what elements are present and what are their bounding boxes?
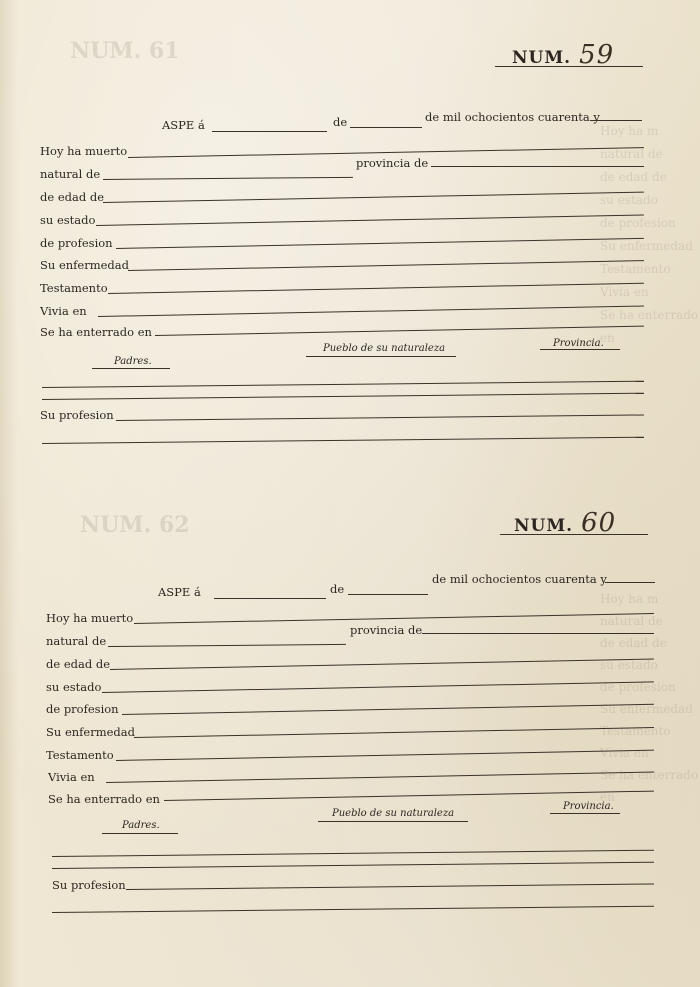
vivia-line <box>106 771 654 783</box>
closing-line <box>52 906 654 913</box>
padres-underline <box>92 368 170 369</box>
natural-label: natural de <box>40 167 101 181</box>
bleed-through-mark: Hoy ha m natural de de edad de su estado de profesion Su enfermedad Testamento Vivia en Se ha enterrado en <box>600 124 699 345</box>
month-line <box>350 127 422 128</box>
estado-line <box>102 681 654 693</box>
pueblo-label: Pueblo de su naturaleza <box>332 808 455 819</box>
natural-line <box>103 177 353 180</box>
edad-line <box>110 659 654 670</box>
bleed-through-mark: NUM. 61 <box>70 38 180 64</box>
enterrado-label: Se ha enterrado en <box>40 325 152 339</box>
provincia-label: provincia de <box>356 156 429 170</box>
testamento-label: Testamento <box>46 748 114 762</box>
num-value: 60 <box>581 508 617 538</box>
provincia-col-label: Provincia. <box>553 338 604 349</box>
su-profesion-label: Su profesion <box>52 878 126 892</box>
year-line <box>605 582 655 583</box>
day-line <box>212 131 327 132</box>
edad-label: de edad de <box>40 190 105 204</box>
num-underline <box>495 66 643 67</box>
edad-label: de edad de <box>46 657 111 671</box>
estado-label: su estado <box>46 680 102 694</box>
vivia-line <box>98 306 644 317</box>
enterrado-line <box>155 326 644 336</box>
padres-label: Padres. <box>122 820 160 831</box>
enfermedad-label: Su enfermedad <box>40 258 130 272</box>
su-profesion-line <box>116 414 644 421</box>
testamento-line <box>116 750 654 761</box>
bleed-through-mark: NUM. 62 <box>80 512 190 538</box>
estado-label: su estado <box>40 213 96 227</box>
padres-underline <box>102 833 178 834</box>
padres-line-1 <box>42 381 644 388</box>
pueblo-underline <box>318 821 468 822</box>
edad-line <box>103 192 644 203</box>
bleed-through-mark: Hoy ha m natural de de edad de su estado de profesion Su enfermedad Testamento Vivia en Se ha enterrado en <box>600 592 699 804</box>
closing-line <box>42 437 644 444</box>
provincia-line <box>431 166 644 167</box>
enfermedad-label: Su enfermedad <box>46 725 136 739</box>
day-line <box>214 598 326 599</box>
provincia-label: provincia de <box>350 623 423 637</box>
padres-line-2 <box>42 393 644 400</box>
pueblo-underline <box>306 356 456 357</box>
profesion-line <box>122 704 654 715</box>
year-line <box>590 120 642 121</box>
year-label: de mil ochocientos cuarenta y <box>432 572 607 586</box>
padres-line-2 <box>52 862 654 869</box>
enterrado-line <box>164 791 654 801</box>
profesion-label: de profesion <box>40 236 113 250</box>
num-label: NUM. <box>514 516 574 536</box>
su-profesion-label: Su profesion <box>40 408 114 422</box>
pueblo-label: Pueblo de su naturaleza <box>323 343 446 354</box>
testamento-label: Testamento <box>40 281 108 295</box>
hoy-label: Hoy ha muerto <box>40 144 128 158</box>
provincia-line <box>422 633 654 634</box>
month-line <box>348 594 428 595</box>
natural-line <box>108 644 346 647</box>
enfermedad-line <box>128 260 644 271</box>
de-label: de <box>330 582 345 596</box>
estado-line <box>96 214 644 226</box>
natural-label: natural de <box>46 634 107 648</box>
testamento-line <box>108 283 644 294</box>
enfermedad-line <box>134 727 654 738</box>
enterrado-label: Se ha enterrado en <box>48 792 160 806</box>
provincia-col-label: Provincia. <box>563 801 614 812</box>
profesion-label: de profesion <box>46 702 119 716</box>
num-underline <box>500 534 648 535</box>
aspe-label: ASPE á <box>162 118 205 132</box>
num-value: 59 <box>579 40 615 70</box>
num-label: NUM. <box>512 48 572 68</box>
vivia-label: Vivia en <box>48 770 95 784</box>
vivia-label: Vivia en <box>40 304 87 318</box>
provincia-col-underline <box>550 813 620 814</box>
padres-line-1 <box>52 850 654 857</box>
year-label: de mil ochocientos cuarenta y <box>425 110 600 124</box>
aspe-label: ASPE á <box>158 585 201 599</box>
padres-label: Padres. <box>114 356 152 367</box>
hoy-label: Hoy ha muerto <box>46 611 134 625</box>
de-label: de <box>333 115 348 129</box>
profesion-line <box>116 238 644 249</box>
su-profesion-line <box>126 883 654 890</box>
provincia-col-underline <box>540 349 620 350</box>
